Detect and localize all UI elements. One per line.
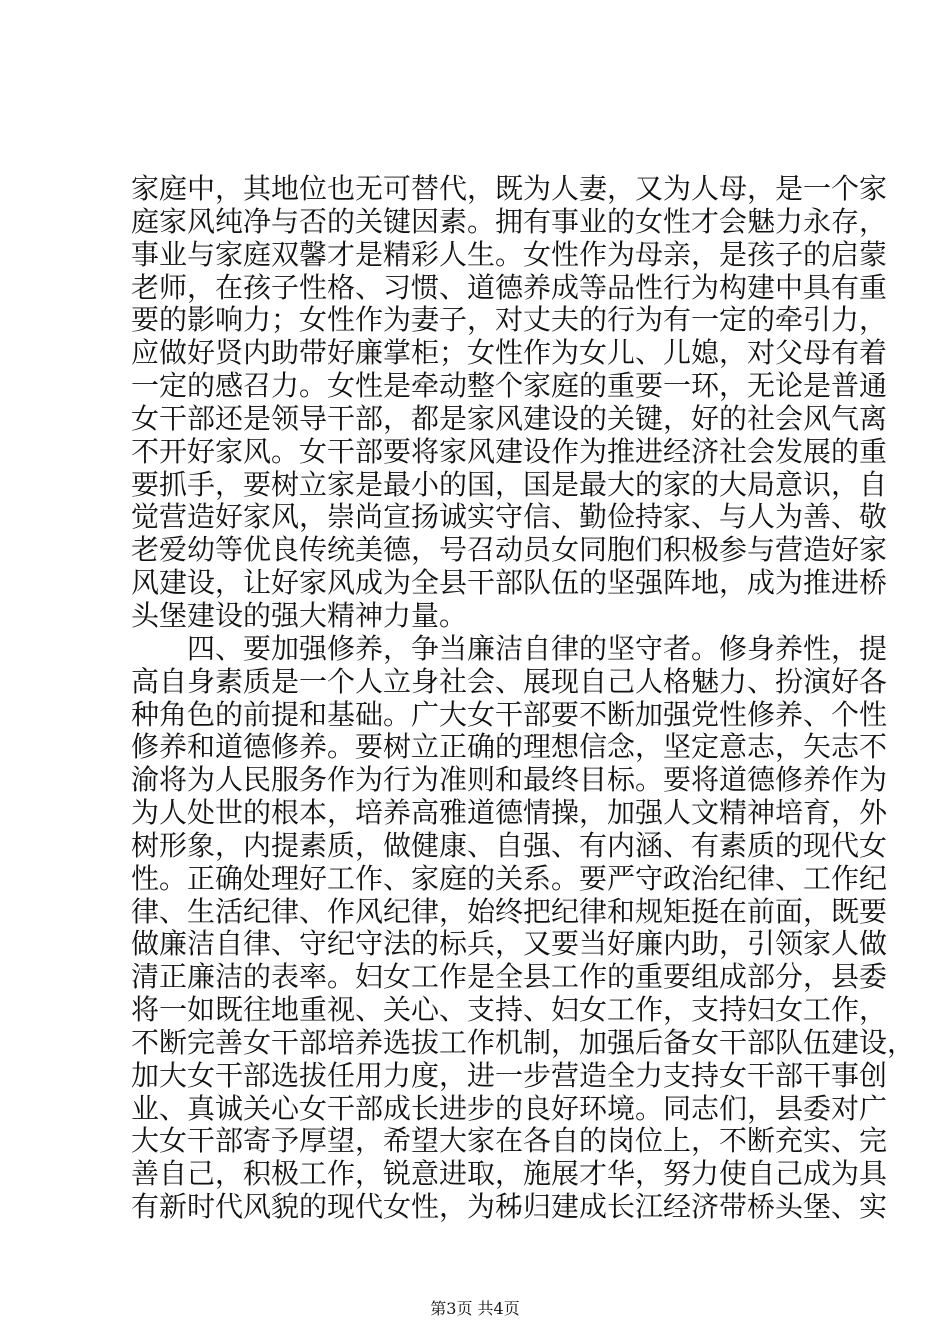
text-line: 性。正确处理好工作、家庭的关系。要严守政治纪律、工作纪 <box>131 861 888 895</box>
text-line: 风建设，让好家风成为全县干部队伍的坚强阵地，成为推进桥 <box>131 566 888 600</box>
text-line: 律、生活纪律、作风纪律，始终把纪律和规矩挺在前面，既要 <box>131 894 888 928</box>
text-line: 不断完善女干部培养选拔工作机制，加强后备女干部队伍建设， <box>131 1025 916 1059</box>
text-line: 高自身素质是一个人立身社会、展现自己人格魅力、扮演好各 <box>131 664 888 698</box>
body-text <box>131 172 916 1224</box>
text-line: 要抓手，要树立家是最小的国，国是最大的家的大局意识，自 <box>131 467 888 501</box>
text-line: 庭家风纯净与否的关键因素。拥有事业的女性才会魅力永存， <box>131 204 888 238</box>
text-line: 要的影响力；女性作为妻子，对丈夫的行为有一定的牵引力， <box>131 303 888 337</box>
text-line-paragraph-end: 头堡建设的强大精神力量。 <box>131 598 468 632</box>
text-line: 事业与家庭双馨才是精彩人生。女性作为母亲，是孩子的启蒙 <box>131 237 888 271</box>
text-line: 不开好家风。女干部要将家风建设作为推进经济社会发展的重 <box>131 434 888 468</box>
text-line: 清正廉洁的表率。妇女工作是全县工作的重要组成部分，县委 <box>131 960 888 994</box>
text-line: 善自己，积极工作，锐意进取，施展才华，努力使自己成为具 <box>131 1157 888 1191</box>
text-line: 将一如既往地重视、关心、支持、妇女工作，支持妇女工作， <box>131 993 888 1027</box>
page-number-footer: 第3页 共4页 <box>430 1299 520 1318</box>
text-line: 大女干部寄予厚望，希望大家在各自的岗位上，不断充实、完 <box>131 1124 888 1158</box>
text-line: 为人处世的根本，培养高雅道德情操，加强人文精神培育，外 <box>131 796 888 830</box>
text-line: 修养和道德修养。要树立正确的理想信念，坚定意志，矢志不 <box>131 730 888 764</box>
text-line: 家庭中，其地位也无可替代，既为人妻，又为人母，是一个家 <box>131 172 888 205</box>
text-line: 业、真诚关心女干部成长进步的良好环境。同志们，县委对广 <box>131 1091 888 1125</box>
text-line: 觉营造好家风，崇尚宣扬诚实守信、勤俭持家、与人为善、敬 <box>131 500 888 534</box>
text-line: 树形象，内提素质，做健康、自强、有内涵、有素质的现代女 <box>131 828 888 862</box>
text-line: 一定的感召力。女性是牵动整个家庭的重要一环，无论是普通 <box>131 369 888 403</box>
text-line: 渝将为人民服务作为行为准则和最终目标。要将道德修养作为 <box>131 763 888 797</box>
text-line: 加大女干部选拔任用力度，进一步营造全力支持女干部干事创 <box>131 1058 888 1092</box>
text-line: 做廉洁自律、守纪守法的标兵，又要当好廉内助，引领家人做 <box>131 927 888 961</box>
text-line: 老爱幼等优良传统美德，号召动员女同胞们积极参与营造好家 <box>131 533 888 567</box>
text-line: 应做好贤内助带好廉掌柜；女性作为女儿、儿媳，对父母有着 <box>131 336 888 370</box>
text-line: 有新时代风貌的现代女性，为秭归建成长江经济带桥头堡、实 <box>131 1190 888 1224</box>
text-line: 老师，在孩子性格、习惯、道德养成等品性行为构建中具有重 <box>131 270 888 304</box>
text-line: 女干部还是领导干部，都是家风建设的关键，好的社会风气离 <box>131 401 888 435</box>
text-line-paragraph-start: 四、要加强修养，争当廉洁自律的坚守者。修身养性，提 <box>131 631 888 665</box>
text-line: 种角色的前提和基础。广大女干部要不断加强党性修养、个性 <box>131 697 888 731</box>
